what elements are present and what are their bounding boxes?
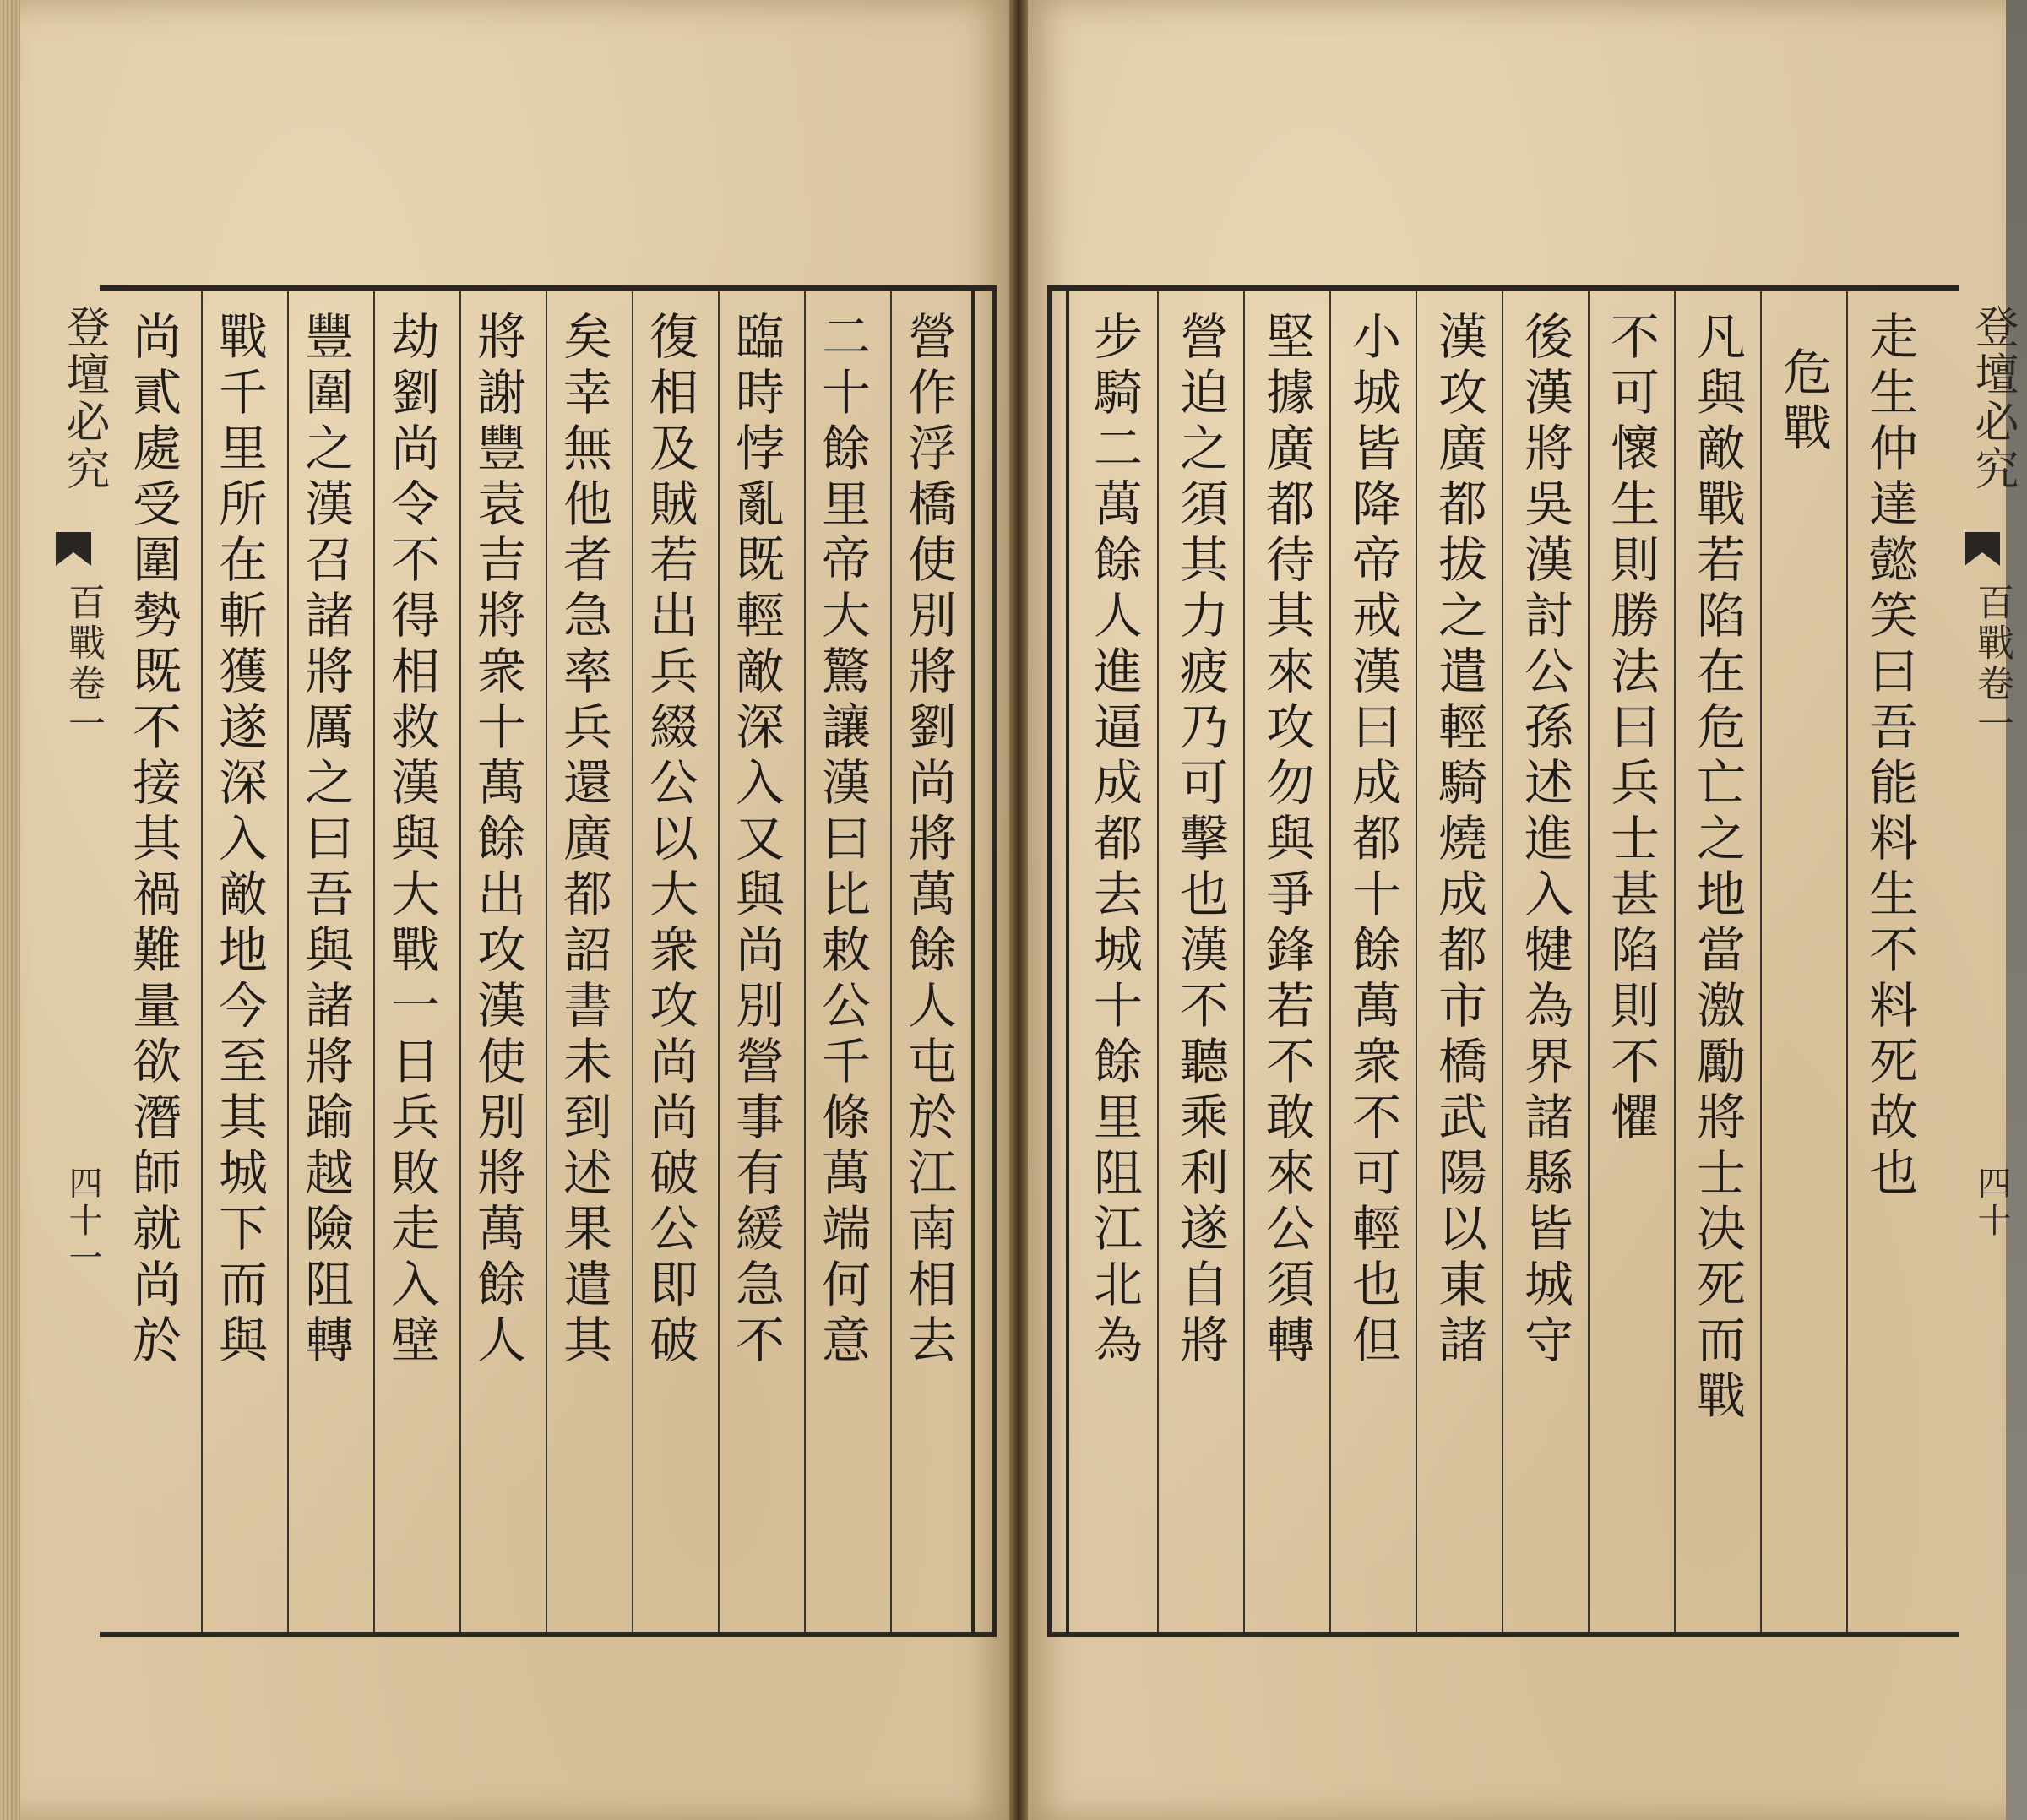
column-rule [201,291,203,1633]
column-rule [373,291,375,1633]
column-rule [1760,291,1762,1633]
page-edge-stack [0,0,20,1820]
text-column: 豐圍之漢召諸將厲之曰吾與諸將踰越險阻轉 [296,311,354,1370]
column-rule [1846,291,1848,1633]
text-column: 復相及賊若出兵綴公以大衆攻尚尚破公即破 [641,311,698,1370]
text-column: 走生仲達懿笑曰吾能料生不料死故也 [1861,311,1918,1203]
right-margin-title: 登壇必究 [1967,304,2018,493]
column-rule [1674,291,1676,1633]
column-rule [1502,291,1503,1633]
text-column: 將謝豐袁吉將衆十萬餘出攻漢使別將萬餘人 [469,311,526,1370]
text-column: 堅據廣都待其來攻勿與爭鋒若不敢來公須轉 [1258,311,1315,1370]
column-rule [459,291,461,1633]
text-column: 二十餘里帝大驚讓漢曰比敕公千條萬端何意 [813,311,871,1370]
column-rule [546,291,547,1633]
text-column: 後漢將吳漢討公孫述進入犍為界諸縣皆城守 [1516,311,1573,1370]
text-column: 凡與敵戰若陷在危亡之地當激勵將士决死而戰 [1688,311,1746,1426]
column-rule [1588,291,1590,1633]
text-column: 劫劉尚令不得相救漢與大戰一日兵敗走入壁 [383,311,440,1370]
text-column: 小城皆降帝戒漢曰成都十餘萬衆不可輕也但 [1344,311,1401,1370]
column-rule [287,291,289,1633]
column-rule [1157,291,1159,1633]
text-column: 尚貳處受圍勢既不接其禍難量欲潛師就尚於 [124,311,182,1370]
left-margin-title: 登壇必究 [58,304,109,493]
text-column: 臨時悖亂既輕敵深入又與尚別營事有緩急不 [727,311,785,1370]
column-rule [718,291,720,1633]
left-inner-border [971,285,975,1637]
right-inner-border [1066,285,1069,1637]
column-rule [1243,291,1245,1633]
book-gutter [1009,0,1028,1820]
left-margin-chapter: 百戰卷一 [62,583,105,745]
text-column: 營迫之須其力疲乃可擊也漢不聽乘利遂自將 [1171,311,1229,1370]
section-heading: 危戰 [1774,346,1832,458]
text-column: 戰千里所在斬獲遂深入敵地今至其城下而與 [210,311,268,1370]
column-rule [890,291,892,1633]
right-margin-folio: 四十 [1972,1165,2011,1240]
text-column: 不可懷生則勝法曰兵士甚陷則不懼 [1602,311,1660,1147]
text-column: 步騎二萬餘人進逼成都去城十餘里阻江北為 [1085,311,1143,1370]
column-rule [804,291,806,1633]
text-column: 漢攻廣都拔之遣輕騎燒成都市橋武陽以東諸 [1430,311,1487,1370]
text-column: 矣幸無他者急率兵還廣都詔書未到述果遣其 [555,311,612,1370]
text-column: 營作浮橋使別將劉尚將萬餘人屯於江南相去 [899,311,957,1370]
left-margin-folio: 四十一 [63,1165,102,1277]
column-rule [632,291,633,1633]
column-rule [1329,291,1331,1633]
right-margin-chapter: 百戰卷一 [1970,583,2013,745]
column-rule [1416,291,1417,1633]
